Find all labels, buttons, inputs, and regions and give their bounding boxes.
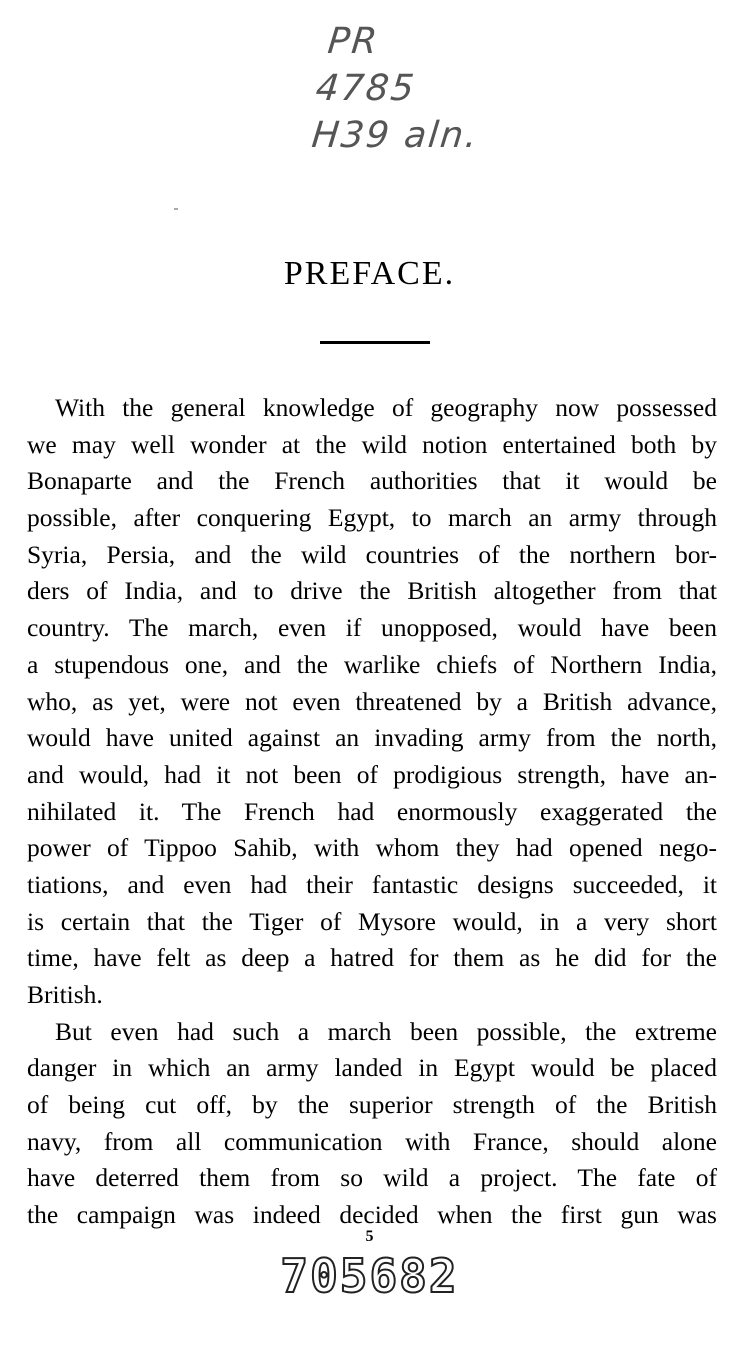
paragraph (27, 390, 717, 1014)
text-line: have deterred them from so wild a project. The fate of (27, 1163, 717, 1193)
text-line: we may well wonder at the wild notion entertained both by (27, 429, 717, 459)
text-line: is certain that the Tiger of Mysore would, in a very short (27, 906, 717, 936)
text-line: With the general knowledge of geography now possessed (55, 393, 717, 422)
accession-stamp: 705682 (280, 1249, 459, 1303)
text-line: nihilated it. The French had enormously exaggerated the (27, 796, 717, 826)
text-line: the campaign was indeed decided when the first gun was (27, 1200, 717, 1230)
text-line: Bonaparte and the French authorities that it would be (27, 466, 717, 496)
text-line: But even had such a march been possible, the extreme (55, 1016, 717, 1046)
text-line: tiations, and even had their fantastic designs succeeded, it (27, 869, 717, 899)
text-line: time, have felt as deep a hatred for them as he did for the (27, 943, 717, 973)
text-line: possible, after conquering Egypt, to march an army through (27, 503, 717, 533)
page-title: PREFACE. (283, 255, 456, 292)
call-number-line: H39 aln. (309, 115, 481, 156)
text-line: power of Tippoo Sahib, with whom they had opened nego- (27, 833, 717, 863)
text-line: danger in which an army landed in Egypt would be placed (27, 1053, 717, 1083)
text-line: who, as yet, were not even threatened by a British advance, (27, 686, 717, 716)
paper-speck (174, 208, 178, 210)
title-divider (320, 341, 430, 344)
paragraph (27, 1014, 717, 1234)
text-line: and would, had it not been of prodigious strength, have an- (27, 759, 717, 789)
text-line: British. (27, 980, 103, 1009)
text-line: Syria, Persia, and the wild countries of the northern bor- (27, 539, 717, 569)
text-line: ders of India, and to drive the British altogether from that (27, 576, 717, 606)
library-call-number (300, 18, 520, 159)
text-line: of being cut off, by the superior strength of the British (27, 1090, 717, 1120)
text-line: would have united against an invading army from the north, (27, 723, 717, 753)
preface-body (27, 390, 717, 1234)
call-number-line: 4785 (313, 68, 418, 109)
call-number-line: PR (325, 21, 381, 62)
text-line: a stupendous one, and the warlike chiefs of Northern India, (27, 649, 717, 679)
text-line: navy, from all communication with France, should alone (27, 1126, 717, 1156)
text-line: country. The march, even if unopposed, would have been (27, 613, 717, 643)
page-number: 5 (365, 1228, 374, 1245)
